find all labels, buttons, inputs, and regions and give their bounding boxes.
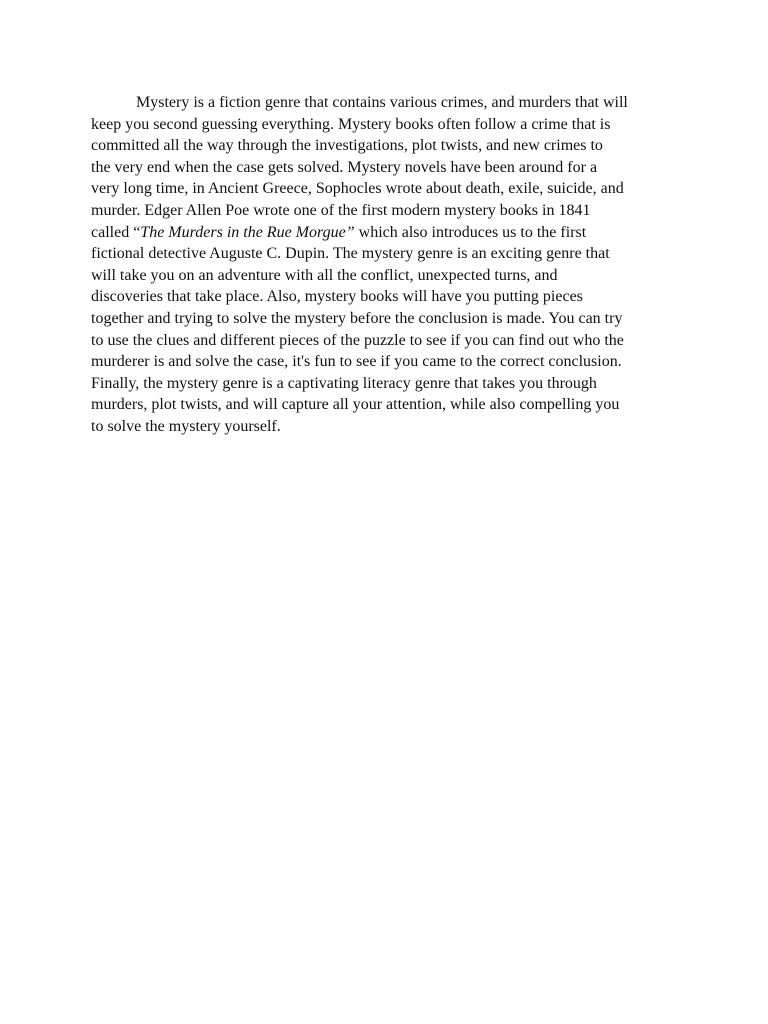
paragraph-line: together and trying to solve the mystery before the conclusion is made. You can try xyxy=(91,309,623,327)
paragraph-line: murders, plot twists, and will capture all your attention, while also compelling you xyxy=(91,396,620,414)
paragraph-line: to use the clues and different pieces of the puzzle to see if you can find out who the xyxy=(91,331,624,349)
paragraph-line: murder. Edger Allen Poe wrote one of the first modern mystery books in 1841 xyxy=(91,201,591,219)
paragraph-line-with-title xyxy=(91,222,681,244)
paragraph-line: Finally, the mystery genre is a captivating literacy genre that takes you through xyxy=(91,374,597,392)
line-text-after-title: which also introduces us to the first xyxy=(354,223,587,241)
paragraph-line: committed all the way through the investigations, plot twists, and new crimes to xyxy=(91,137,603,155)
paragraph-line: discoveries that take place. Also, mystery books will have you putting pieces xyxy=(91,288,583,306)
paragraph-line: fictional detective Auguste C. Dupin. The mystery genre is an exciting genre that xyxy=(91,245,610,263)
paragraph-line: to solve the mystery yourself. xyxy=(91,417,281,435)
line-text-before-title: called “ xyxy=(91,223,141,241)
paragraph-line: keep you second guessing everything. Mystery books often follow a crime that is xyxy=(91,115,611,133)
body-paragraph xyxy=(91,92,681,438)
paragraph-line: Mystery is a fiction genre that contains various crimes, and murders that will xyxy=(136,94,628,111)
paragraph-line: will take you on an adventure with all the conflict, unexpected turns, and xyxy=(91,266,558,284)
paragraph-line: the very end when the case gets solved. Mystery novels have been around for a xyxy=(91,158,598,176)
book-title: The Murders in the Rue Morgue” xyxy=(140,223,355,241)
paragraph-line: murderer is and solve the case, it's fun to see if you came to the correct conclusion. xyxy=(91,353,622,371)
paragraph-line: very long time, in Ancient Greece, Sophocles wrote about death, exile, suicide, and xyxy=(91,180,624,198)
